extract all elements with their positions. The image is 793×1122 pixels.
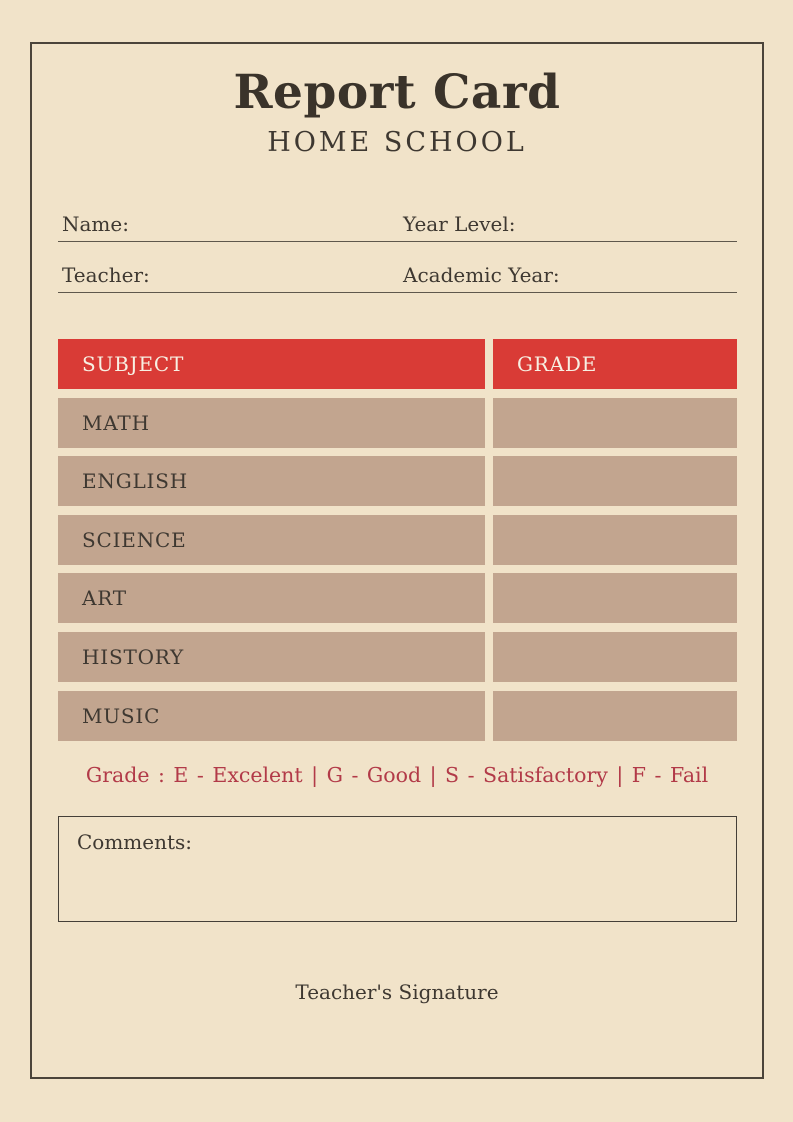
subject-cell-english: ENGLISH bbox=[58, 456, 485, 506]
subject-cell-math: MATH bbox=[58, 398, 485, 448]
school-subtitle: HOME SCHOOL bbox=[267, 127, 527, 159]
grade-column-header: GRADE bbox=[493, 339, 737, 389]
grade-cell-science[interactable] bbox=[493, 515, 737, 565]
grade-cell-english[interactable] bbox=[493, 456, 737, 506]
student-info-fields bbox=[58, 213, 737, 293]
document-frame bbox=[30, 42, 764, 1079]
grade-cell-math[interactable] bbox=[493, 398, 737, 448]
teacher-signature-label: Teacher's Signature bbox=[295, 980, 499, 1004]
grade-cell-history[interactable] bbox=[493, 632, 737, 682]
grade-cell-music[interactable] bbox=[493, 691, 737, 741]
subject-cell-science: SCIENCE bbox=[58, 515, 485, 565]
subject-cell-music: MUSIC bbox=[58, 691, 485, 741]
subject-column-header: SUBJECT bbox=[58, 339, 485, 389]
academic-year-label: Academic Year: bbox=[403, 263, 560, 287]
name-label: Name: bbox=[62, 212, 129, 236]
grade-legend: Grade : E - Excelent | G - Good | S - Satisfactory | F - Fail bbox=[85, 763, 709, 787]
comments-box[interactable] bbox=[58, 816, 737, 922]
teacher-label: Teacher: bbox=[62, 263, 150, 287]
comments-label: Comments: bbox=[77, 830, 193, 854]
year-level-label: Year Level: bbox=[403, 212, 516, 236]
name-year-row[interactable] bbox=[58, 213, 737, 242]
subject-cell-art: ART bbox=[58, 573, 485, 623]
report-header bbox=[32, 66, 762, 158]
report-title: Report Card bbox=[233, 65, 561, 120]
grades-table bbox=[58, 339, 737, 741]
grade-cell-art[interactable] bbox=[493, 573, 737, 623]
subject-cell-history: HISTORY bbox=[58, 632, 485, 682]
teacher-academic-row[interactable] bbox=[58, 264, 737, 293]
